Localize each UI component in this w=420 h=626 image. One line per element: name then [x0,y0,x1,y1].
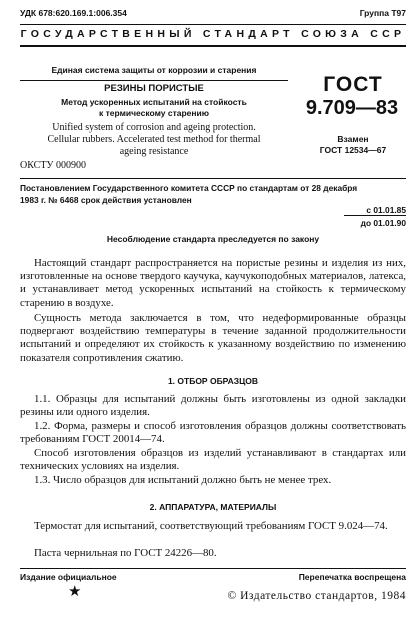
paragraph-2-thermostat: Термостат для испытаний, соответствующий требованиям ГОСТ 9.024—74. [34,520,388,532]
system-line: Единая система защиты от коррозии и старения [51,65,257,75]
group-code: Группа Т97 [359,8,406,18]
validity-from: с 01.01.85 [344,205,406,216]
paragraph-1-2b: Способ изготовления образцов из изделий устанавливают в стандартах или технических условиях на изделия. [20,447,406,473]
official-edition: Издание официальное [20,572,117,582]
intro-paragraph: Настоящий стандарт распространяется на пористые резины и изделия из них, изготовленные на основе твердого каучука, каучукоподобных материалов, латекса, и устанавливает метод ускоренных испытаний на стойкость к термическому старению в воздухе. [20,257,406,309]
paragraph-1-3: 1.3. Число образцов для испытаний должно быть не менее трех. [34,474,332,486]
star-icon: ★ [68,584,82,600]
title-rule [20,80,288,81]
section-1-title: 1. ОТБОР ОБРАЗЦОВ [167,376,259,386]
footer-rule [20,568,406,569]
decree-rule [20,178,406,179]
paragraph-1-2: 1.2. Форма, размеры и способ изготовления образцов должны соответствовать требованиям ГОСТ 20014—74. [20,420,406,446]
copyright: © Издательство стандартов, 1984 [227,590,406,602]
document-subtitle-1: Метод ускоренных испытаний на стойкость [61,97,247,107]
replaces-value: ГОСТ 12534—67 [319,145,387,155]
header-rule-bottom [20,45,406,47]
gost-number: 9.709—83 [305,97,399,119]
header-rule-top [20,24,406,25]
okstu-code: ОКСТУ 000900 [20,160,87,171]
english-title-2: Cellular rubbers. Accelerated test method for thermal [47,134,261,145]
state-standard-banner: ГОСУДАРСТВЕННЫЙ СТАНДАРТ СОЮЗА ССР [20,28,406,40]
udk-code: УДК 678:620.169.1:006.354 [20,8,127,18]
reprint-prohibited: Перепечатка воспрещена [298,572,406,582]
paragraph-1-1: 1.1. Образцы для испытаний должны быть изготовлены из одной закладки резины или одного изделия. [20,393,406,419]
gost-label: ГОСТ [323,73,383,96]
paragraph-2-paste: Паста чернильная по ГОСТ 24226—80. [34,547,217,559]
law-warning: Несоблюдение стандарта преследуется по закону [106,234,320,244]
decree-line-1: Постановлением Государственного комитета СССР по стандартам от 28 декабря [20,183,358,193]
validity-to: до 01.01.90 [360,218,406,228]
essence-paragraph: Сущность метода заключается в том, что недеформированные образцы подвергают воздействию температуры в течение заданной продолжительности испытаний и определяют их стойкость к указанному воздействию по изменению показателя сопротивления сжатию. [20,312,406,364]
document-title: РЕЗИНЫ ПОРИСТЫЕ [104,83,204,94]
english-title-3: ageing resistance [119,146,189,157]
document-subtitle-2: к термическому старению [98,108,210,118]
english-title-1: Unified system of corrosion and ageing protection. [52,122,256,133]
section-2-title: 2. АППАРАТУРА, МАТЕРИАЛЫ [149,502,277,512]
replaces-label: Взамен [337,134,369,144]
decree-line-2: 1983 г. № 6468 срок действия установлен [20,195,192,205]
